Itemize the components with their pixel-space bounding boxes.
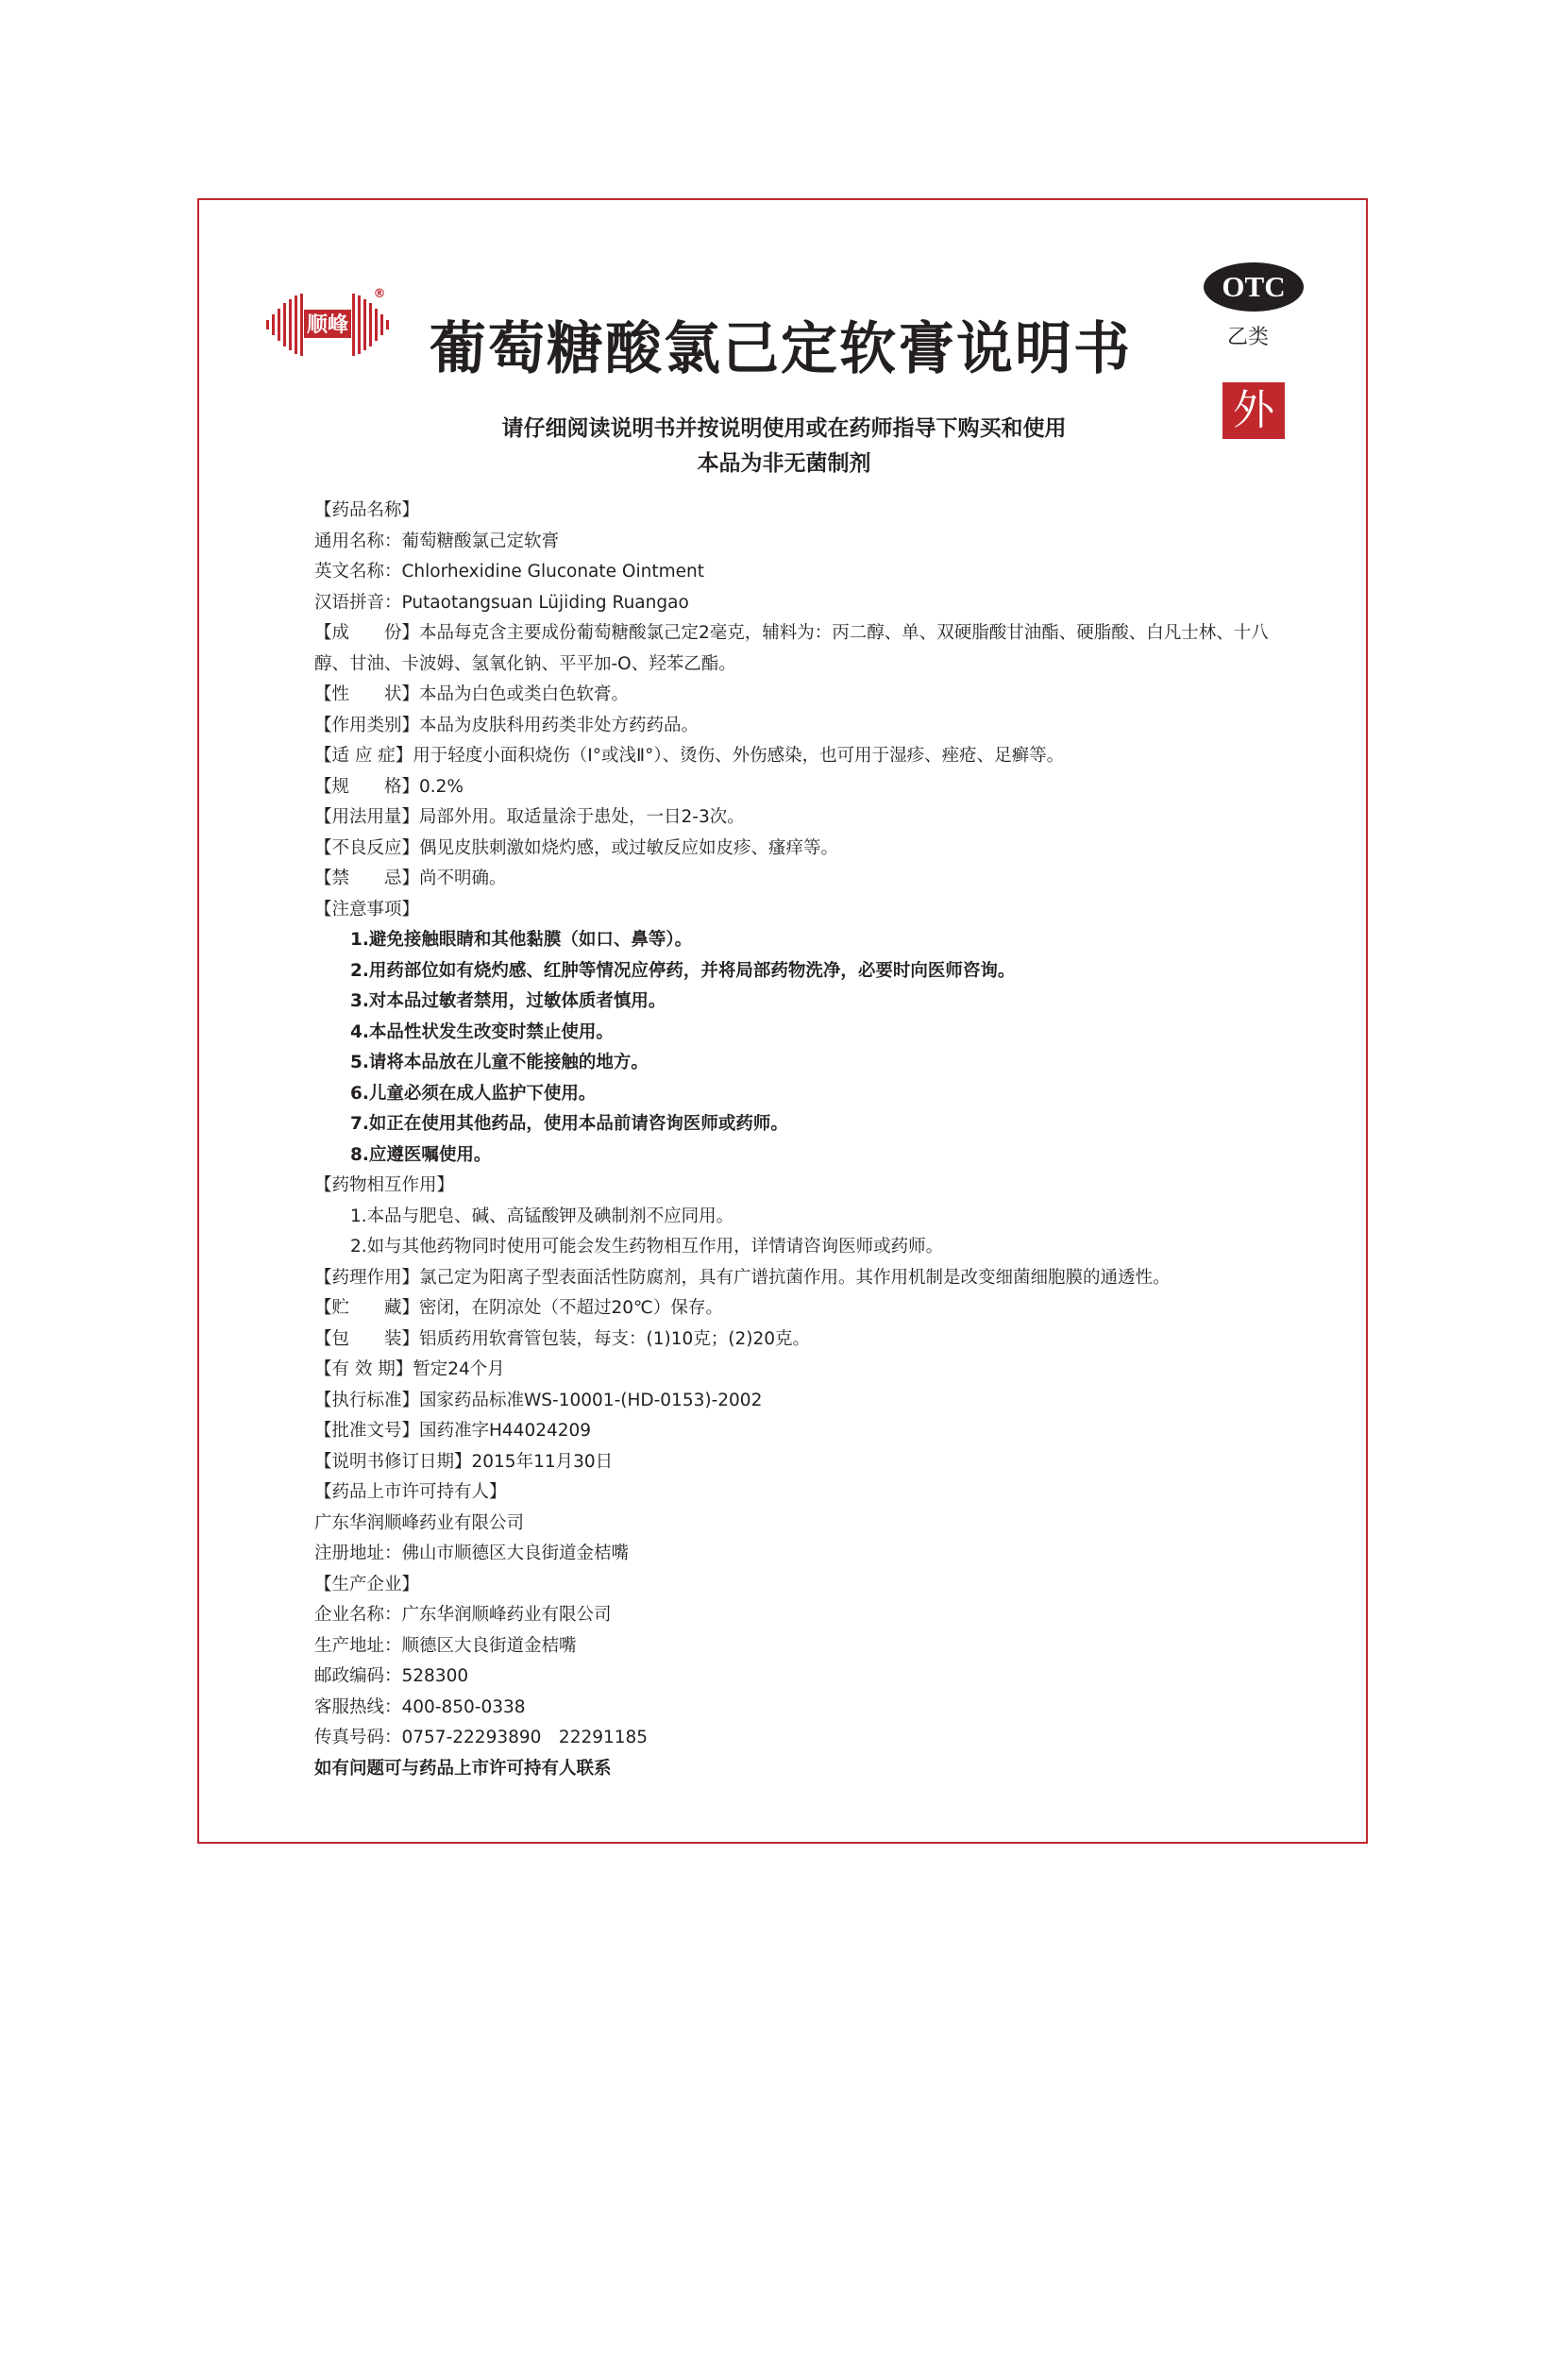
indications: 【适 应 症】用于轻度小面积烧伤（Ⅰ°或浅Ⅱ°）、烫伤、外伤感染，也可用于湿疹、痤疮、足癣等。 bbox=[314, 746, 1065, 766]
precaution-item: 7.如正在使用其他药品，使用本品前请咨询医师或药师。 bbox=[350, 1114, 788, 1134]
otc-class-label: 乙类 bbox=[1227, 326, 1270, 349]
contact-note: 如有问题可与药品上市许可持有人联系 bbox=[314, 1758, 612, 1779]
non-sterile-notice: 本品为非无菌制剂 bbox=[697, 451, 871, 476]
external-use-badge: 外 bbox=[1222, 382, 1285, 439]
manufacturer-address: 生产地址：顺德区大良街道金桔嘴 bbox=[314, 1635, 577, 1656]
fax: 传真号码：0757-22293890 22291185 bbox=[314, 1728, 649, 1747]
packaging: 【包 装】铝质药用软膏管包装，每支：(1)10克；(2)20克。 bbox=[314, 1328, 810, 1349]
precaution-item: 6.儿童必须在成人监护下使用。 bbox=[350, 1083, 597, 1104]
category: 【作用类别】本品为皮肤科用药类非处方药药品。 bbox=[314, 715, 700, 735]
interaction-item: 2.如与其他药物同时使用可能会发生药物相互作用，详情请咨询医师或药师。 bbox=[350, 1237, 944, 1257]
precautions-title: 【注意事项】 bbox=[314, 899, 420, 919]
holder-title: 【药品上市许可持有人】 bbox=[314, 1482, 507, 1502]
validity: 【有 效 期】暂定24个月 bbox=[314, 1359, 505, 1379]
hotline: 客服热线：400-850-0338 bbox=[314, 1696, 526, 1717]
manufacturer-title: 【生产企业】 bbox=[314, 1574, 420, 1594]
approval-number: 【批准文号】国药准字H44024209 bbox=[314, 1421, 592, 1441]
precaution-item: 2.用药部位如有烧灼感、红肿等情况应停药，并将局部药物洗净，必要时向医师咨询。 bbox=[350, 960, 1016, 981]
ingredients-line-1: 【成 份】本品每克含主要成份葡萄糖酸氯己定2毫克，辅料为：丙二醇、单、双硬脂酸甘油酯、硬脂酸、白凡士林、十八 bbox=[314, 623, 1269, 643]
postcode: 邮政编码：528300 bbox=[314, 1666, 469, 1686]
adverse-reactions: 【不良反应】偶见皮肤刺激如烧灼感，或过敏反应如皮疹、瘙痒等。 bbox=[314, 837, 839, 858]
standard: 【执行标准】国家药品标准WS-10001-(HD-0153)-2002 bbox=[314, 1390, 763, 1410]
precaution-item: 8.应遵医嘱使用。 bbox=[350, 1144, 492, 1165]
revision-date: 【说明书修订日期】2015年11月30日 bbox=[314, 1451, 614, 1472]
precaution-item: 5.请将本品放在儿童不能接触的地方。 bbox=[350, 1053, 649, 1072]
usage-notice: 请仔细阅读说明书并按说明使用或在药师指导下购买和使用 bbox=[501, 416, 1067, 441]
generic-name: 通用名称：葡萄糖酸氯己定软膏 bbox=[314, 531, 560, 551]
interactions-title: 【药物相互作用】 bbox=[314, 1175, 455, 1195]
english-name: 英文名称：Chlorhexidine Gluconate Ointment bbox=[314, 562, 704, 582]
precaution-item: 4.本品性状发生改变时禁止使用。 bbox=[350, 1021, 614, 1042]
otc-badge: OTC bbox=[1204, 262, 1304, 312]
section-drug-name: 【药品名称】 bbox=[314, 500, 420, 520]
registered-mark: ® bbox=[373, 287, 386, 301]
interaction-item: 1.本品与肥皂、碱、高锰酸钾及碘制剂不应同用。 bbox=[350, 1206, 734, 1226]
manufacturer-name: 企业名称：广东华润顺峰药业有限公司 bbox=[314, 1605, 612, 1625]
usage-dosage: 【用法用量】局部外用。取适量涂于患处，一日2-3次。 bbox=[314, 807, 745, 827]
instructions-body bbox=[314, 496, 1269, 1784]
ingredients-line-2: 醇、甘油、卡波姆、氢氧化钠、平平加-O、羟苯乙酯。 bbox=[314, 653, 736, 674]
contraindications: 【禁 忌】尚不明确。 bbox=[314, 869, 507, 888]
specification: 【规 格】0.2% bbox=[314, 776, 464, 797]
shunfeng-logo-icon bbox=[262, 286, 393, 363]
page-title: 葡萄糖酸氯己定软膏说明书 bbox=[430, 316, 1132, 382]
logo-text: 顺峰 bbox=[306, 313, 349, 337]
precaution-item: 1.避免接触眼睛和其他黏膜（如口、鼻等）。 bbox=[350, 930, 693, 950]
character: 【性 状】本品为白色或类白色软膏。 bbox=[314, 684, 630, 704]
holder-address: 注册地址：佛山市顺德区大良街道金桔嘴 bbox=[314, 1544, 630, 1563]
storage: 【贮 藏】密闭，在阴凉处（不超过20℃）保存。 bbox=[314, 1298, 723, 1318]
precaution-item: 3.对本品过敏者禁用，过敏体质者慎用。 bbox=[350, 991, 666, 1011]
pinyin-name: 汉语拼音：Putaotangsuan Lüjiding Ruangao bbox=[314, 592, 689, 613]
holder-name: 广东华润顺峰药业有限公司 bbox=[314, 1512, 525, 1533]
pharmacology: 【药理作用】氯己定为阳离子型表面活性防腐剂，具有广谱抗菌作用。其作用机制是改变细菌细胞膜的通透性。 bbox=[314, 1267, 1171, 1288]
